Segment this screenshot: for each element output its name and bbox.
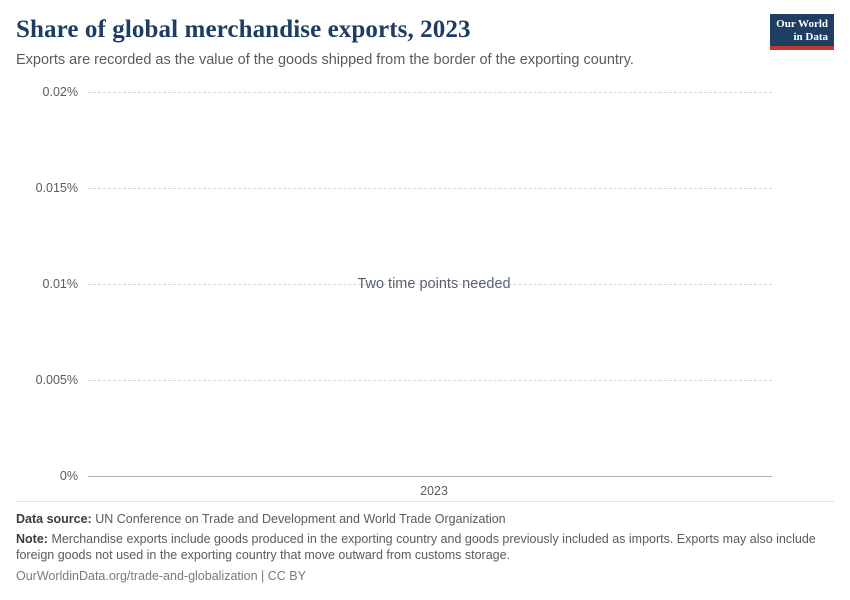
note-value: Merchandise exports include goods produced in the exporting country and goods previously included as imports. Exports may also include foreign goods not used in the exporting country that move outward from customs storage. [16, 532, 816, 562]
chart-subtitle: Exports are recorded as the value of the goods shipped from the border of the exporting country. [16, 52, 634, 68]
source-link[interactable]: OurWorldinData.org/trade-and-globalization | CC BY [16, 569, 306, 583]
note-label: Note: [16, 532, 48, 546]
gridline-0.02 [88, 92, 772, 93]
y-tick-label-0.005: 0.005% [35, 373, 78, 387]
data-source-line [16, 511, 834, 527]
y-tick-label-0: 0% [59, 469, 78, 483]
chart-header [16, 14, 834, 70]
logo-line-1: Our World [776, 18, 828, 30]
no-data-annotation: Two time points needed [357, 276, 511, 292]
logo-line-2: in Data [793, 31, 828, 43]
note-line [16, 531, 834, 563]
our-world-in-data-logo[interactable] [770, 14, 834, 50]
data-source-value: UN Conference on Trade and Development and World Trade Organization [95, 512, 506, 526]
x-tick-label-2023: 2023 [420, 484, 448, 498]
gridline-0.005 [88, 380, 772, 381]
y-tick-label-0.01: 0.01% [42, 277, 78, 291]
y-tick-label-0.015: 0.015% [35, 181, 78, 195]
y-tick-label-0.02: 0.02% [42, 85, 78, 99]
gridline-0.015 [88, 188, 772, 189]
chart-footer [16, 501, 834, 584]
x-axis-line [88, 476, 772, 477]
data-source-label: Data source: [16, 512, 92, 526]
page-title: Share of global merchandise exports, 2023 [16, 16, 471, 43]
plot-area [16, 85, 834, 500]
